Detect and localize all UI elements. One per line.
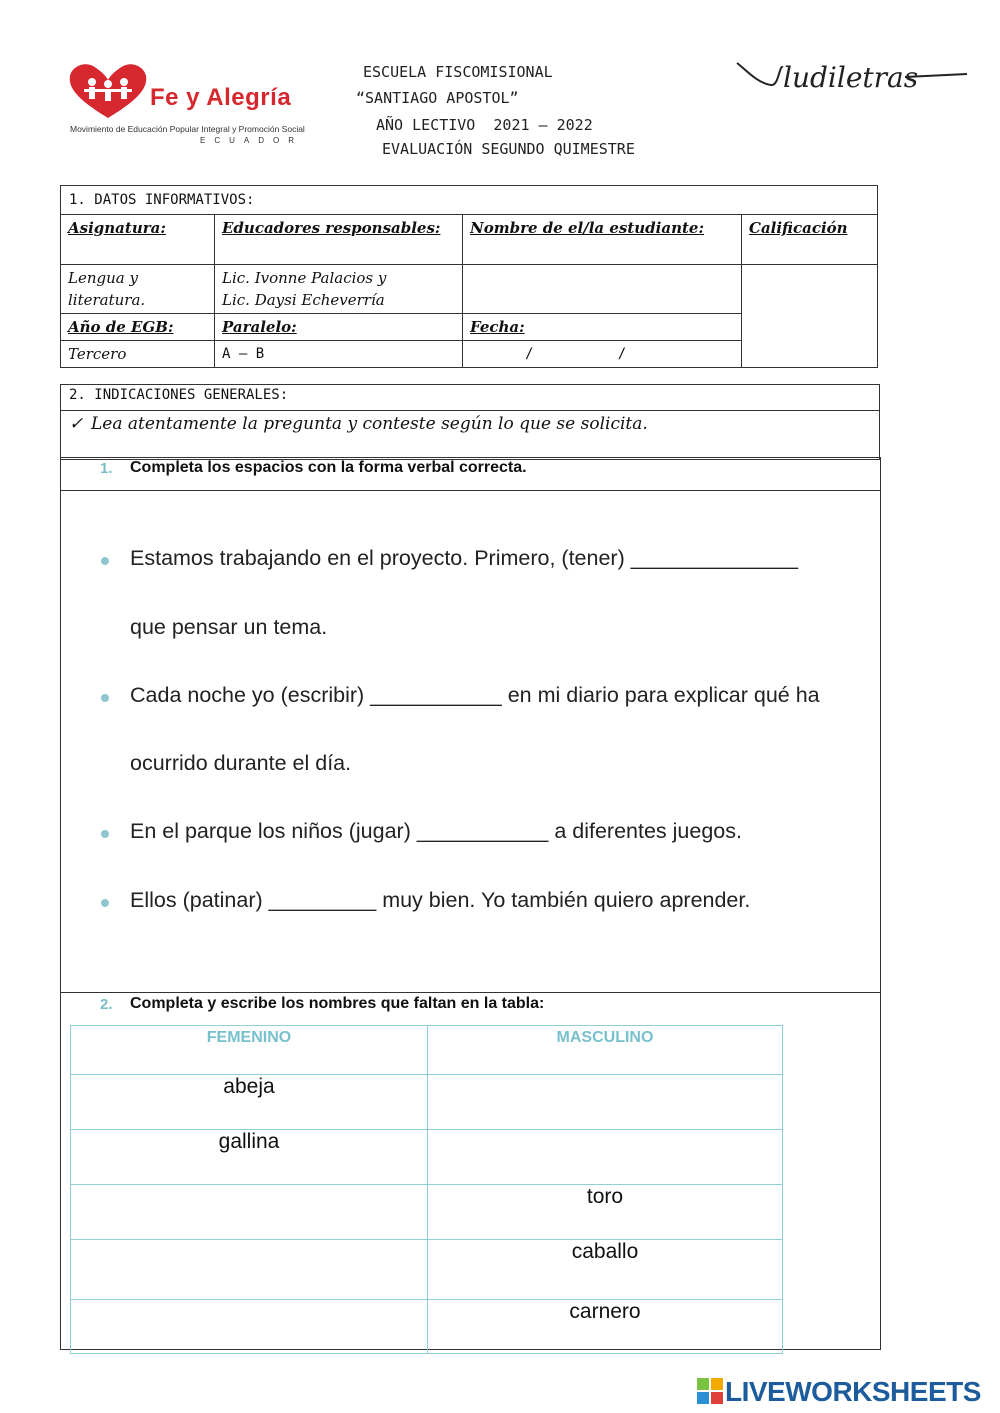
cell-masculino: carnero: [428, 1300, 783, 1354]
calificacion-label: Calificación: [742, 215, 878, 265]
signature-logo: [735, 55, 970, 100]
question-1-number: 1.: [100, 460, 113, 477]
question-1-instruction: Completa los espacios con la forma verbal correcta.: [130, 459, 527, 476]
fecha-label: Fecha:: [463, 314, 742, 341]
school-saint: “SANTIAGO APOSTOL”: [356, 89, 519, 107]
cell-masculino-input[interactable]: [428, 1130, 783, 1185]
calificacion-field[interactable]: [742, 265, 878, 368]
header-femenino: FEMENINO: [71, 1026, 428, 1075]
liveworksheets-brand[interactable]: LIVEWORKSHEETS: [725, 1376, 981, 1407]
anio-egb-label: Año de EGB:: [61, 314, 215, 341]
cell-femenino: gallina: [71, 1130, 428, 1185]
indicaciones-box: [60, 384, 880, 460]
indicaciones-row: [61, 411, 879, 437]
asignatura-label: Asignatura:: [61, 215, 215, 265]
fecha-field[interactable]: / /: [463, 341, 742, 368]
question-1-item-2-cont: ocurrido durante el día.: [130, 751, 352, 775]
nombre-estudiante-label: Nombre de el/la estudiante:: [463, 215, 742, 265]
school-year: AÑO LECTIVO 2021 – 2022: [376, 116, 593, 134]
question-2-instruction: Completa y escribe los nombres que faltan en la tabla:: [130, 995, 545, 1012]
question-2-number: 2.: [100, 996, 113, 1013]
exam-title: EVALUACIÓN SEGUNDO QUIMESTRE: [382, 140, 635, 158]
school-name: ESCUELA FISCOMISIONAL: [363, 63, 553, 81]
question-1-item-3[interactable]: En el parque los niños (jugar) ___________ a diferentes juegos.: [130, 819, 742, 843]
indicaciones-title: 2. INDICACIONES GENERALES:: [61, 385, 879, 411]
question-1-item-1[interactable]: Estamos trabajando en el proyecto. Primero, (tener) ______________: [130, 546, 799, 570]
gender-table: [70, 1025, 783, 1354]
paralelo-label: Paralelo:: [215, 314, 463, 341]
bullet-icon: [101, 899, 109, 907]
logo-subtitle: Movimiento de Educación Popular Integral y Promoción Social: [70, 124, 305, 134]
anio-egb-value: Tercero: [61, 341, 215, 368]
educador-1: Lic. Ivonne Palacios y: [222, 269, 387, 287]
logo-country: ECUADOR: [200, 136, 304, 145]
checkmark-icon: ✓: [69, 414, 84, 434]
cell-femenino: abeja: [71, 1075, 428, 1130]
bullet-icon: [101, 557, 109, 565]
question-1-header: [60, 457, 881, 491]
question-1-item-2[interactable]: Cada noche yo (escribir) ___________ en mi diario para explicar qué ha: [130, 683, 820, 707]
cell-femenino-input[interactable]: [71, 1185, 428, 1240]
asignatura-value: Lengua y literatura.: [61, 265, 215, 314]
datos-informativos-table: [60, 185, 878, 368]
svg-text:ludiletras: ludiletras: [783, 61, 919, 94]
cell-masculino: caballo: [428, 1240, 783, 1300]
paralelo-value: A – B: [215, 341, 463, 368]
bullet-icon: [101, 830, 109, 838]
bullet-icon: [101, 694, 109, 702]
cell-femenino-input[interactable]: [71, 1240, 428, 1300]
heart-logo-icon: [68, 62, 148, 120]
indicaciones-text: Lea atentamente la pregunta y conteste según lo que se solicita.: [91, 414, 648, 434]
liveworksheets-logo-icon: [697, 1378, 723, 1408]
logo-brand: Fe y Alegría: [150, 84, 292, 111]
question-1-item-4[interactable]: Ellos (patinar) _________ muy bien. Yo también quiero aprender.: [130, 888, 751, 912]
educadores-value: [215, 265, 463, 314]
question-1-item-1-cont: que pensar un tema.: [130, 615, 328, 639]
educador-2: Lic. Daysi Echeverría: [222, 291, 385, 309]
nombre-estudiante-field[interactable]: [463, 265, 742, 314]
datos-section-title: 1. DATOS INFORMATIVOS:: [61, 186, 878, 215]
question-divider: [60, 992, 881, 993]
cell-femenino-input[interactable]: [71, 1300, 428, 1354]
educadores-label: Educadores responsables:: [215, 215, 463, 265]
cell-masculino: toro: [428, 1185, 783, 1240]
header-masculino: MASCULINO: [428, 1026, 783, 1075]
cell-masculino-input[interactable]: [428, 1075, 783, 1130]
